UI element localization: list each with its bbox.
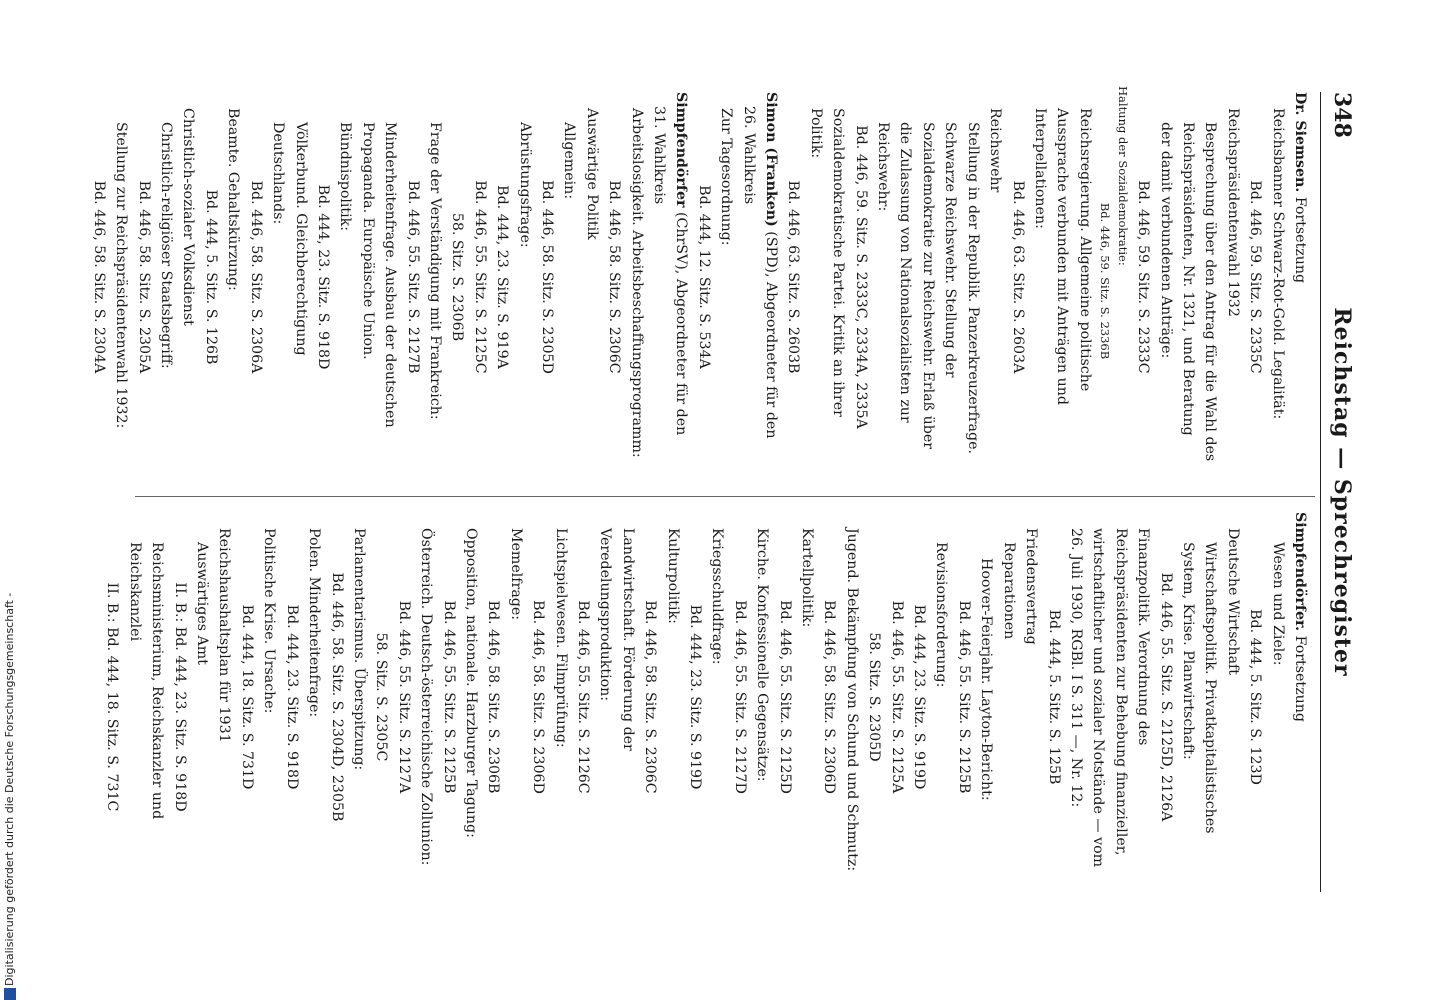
index-entry-line bbox=[491, 92, 513, 462]
index-entry-line bbox=[1244, 512, 1266, 882]
index-entry-line bbox=[849, 92, 871, 462]
entry-text: Reichswehr bbox=[987, 108, 1004, 193]
index-entry-line bbox=[1177, 512, 1222, 882]
entry-text: Auswärtige Politik bbox=[583, 108, 600, 240]
entry-text: Allgemein: bbox=[561, 122, 578, 200]
index-entry-line bbox=[267, 92, 312, 462]
index-entry-line bbox=[594, 512, 639, 882]
entry-text: Reparationen bbox=[1000, 542, 1017, 640]
speaker-name: Simpfendörfer. bbox=[1292, 512, 1308, 632]
index-entry-heading bbox=[1289, 512, 1311, 882]
entry-text: Reichshaushaltsplan für 1931 bbox=[216, 528, 233, 743]
index-entry-line bbox=[872, 92, 984, 462]
index-entry-line bbox=[303, 512, 325, 882]
index-entry-line bbox=[132, 92, 154, 462]
index-entry-line bbox=[782, 92, 804, 462]
credit-text: Digitalisierung gefördert durch die Deutsche Forschungsgemeinschaft - bbox=[3, 592, 16, 986]
index-entry-line bbox=[885, 512, 907, 882]
index-entry-line bbox=[222, 92, 244, 462]
entry-text: Besprechung über den Antrag für die Wahl des Reichspräsidenten, Nr. 1321, und Beratung der damit verbundenen Anträge: bbox=[1157, 122, 1219, 462]
entry-text: Haltung der Sozialdemokratie: bbox=[1115, 86, 1130, 266]
index-entry-line bbox=[123, 512, 168, 882]
entry-text: Deutsche Wirtschaft bbox=[1224, 528, 1241, 676]
index-entry-line bbox=[348, 512, 370, 882]
index-entry-line bbox=[715, 92, 737, 462]
index-entry-line bbox=[603, 92, 625, 462]
entry-text: Bd. 446, 58. Sitz. S. 2306D bbox=[530, 600, 547, 794]
entry-text: Völkerbund. Gleichberechtigung Deutschlands: bbox=[270, 122, 309, 356]
entry-text: Politische Krise. Ursache: bbox=[261, 528, 278, 714]
index-entry-line bbox=[101, 512, 123, 882]
entry-text: Bd. 446, 58. Sitz. S. 2306B bbox=[485, 600, 502, 794]
index-entry-line bbox=[482, 512, 504, 882]
entry-text: Bd. 446, 55. Sitz. S. 2125D, 2126A bbox=[1157, 572, 1174, 822]
index-entry-line bbox=[213, 512, 235, 882]
index-entry-line bbox=[818, 512, 840, 882]
entry-text: Fortsetzung bbox=[1292, 635, 1308, 722]
index-entry-line bbox=[1154, 512, 1176, 882]
entry-text: Fortsetzung bbox=[1292, 196, 1308, 284]
index-entry-line bbox=[796, 512, 818, 882]
speaker-name: Simpfendörfer bbox=[673, 92, 690, 208]
index-entry-line bbox=[908, 512, 930, 882]
entry-text: Bd. 446, 55. Sitz. S. 2127D bbox=[731, 600, 748, 794]
entry-text: Bd. 446, 58. Sitz. S. 2304A bbox=[90, 180, 107, 374]
index-entry-line bbox=[424, 92, 446, 462]
index-entry-line bbox=[155, 92, 177, 462]
index-entry-line bbox=[244, 92, 266, 462]
index-entry-line bbox=[1244, 92, 1266, 462]
entry-text: Landwirtschaft. Förderung der Veredelungsproduktion: bbox=[597, 528, 636, 751]
entry-text: II. B.: Bd. 444, 18. Sitz. S. 731C bbox=[104, 582, 121, 812]
index-entry-heading bbox=[737, 92, 782, 462]
index-entry-line bbox=[1221, 512, 1243, 882]
index-entry-line bbox=[401, 92, 423, 462]
entry-text: Bd. 446, 55. Sitz. S. 2125C bbox=[471, 180, 488, 374]
index-entry-heading bbox=[1289, 92, 1311, 462]
entry-text: Christlich-religiöser Staatsbegriff: bbox=[158, 122, 175, 369]
entry-text: Finanzpolitik. Verordnung des Reichspräsidenten zur Behebung finanzieller, wirtschaftlicher und sozialer Notstände — vom 26. Juli 1930, RGBl. I S. 311 —, Nr. 12: bbox=[1067, 528, 1152, 868]
index-entry-line bbox=[325, 512, 347, 882]
left-column bbox=[87, 86, 1311, 462]
entry-text: Bd. 446, 58. Sitz. S. 2306A bbox=[247, 180, 264, 374]
rotated-index-page bbox=[90, 86, 1357, 892]
digitization-credit bbox=[1, 0, 19, 1000]
index-entry-line bbox=[392, 512, 414, 882]
page-header bbox=[1317, 92, 1357, 892]
index-entry-line bbox=[177, 92, 199, 462]
entry-text: Reichsbanner Schwarz-Rot-Gold. Legalität: bbox=[1269, 108, 1286, 420]
entry-text: Friedensvertrag bbox=[1023, 528, 1040, 645]
index-entry-line bbox=[773, 512, 795, 882]
index-entry-line bbox=[1154, 92, 1221, 462]
entry-text: Bd. 446, 59. Sitz. S. 2333C bbox=[1135, 180, 1152, 374]
entry-text: Bd. 444, 12. Sitz. S. 534A bbox=[695, 185, 712, 369]
running-head: Reichstag — Sprechregister bbox=[1329, 307, 1355, 677]
header-rule bbox=[1320, 92, 1321, 892]
entry-text: Bd. 446, 55. Sitz. S. 2125B bbox=[440, 600, 457, 794]
entry-text: Bd. 444, 5. Sitz. S. 125B bbox=[1045, 609, 1062, 785]
index-entry-line bbox=[1065, 512, 1155, 882]
entry-text: Bd. 446, 55. Sitz. S. 2126C bbox=[575, 600, 591, 794]
index-entry-line bbox=[236, 512, 258, 882]
entry-text: Bd. 446, 58. Sitz. S. 2306C bbox=[642, 600, 659, 794]
entry-text: Bd. 446, 55. Sitz. S. 2125D bbox=[776, 600, 793, 794]
index-entry-line bbox=[504, 512, 526, 882]
index-entry-line bbox=[110, 92, 132, 462]
entry-text: Bd. 446, 58. Sitz. S. 2304D, 2305B bbox=[328, 572, 345, 822]
index-entry-line bbox=[446, 92, 468, 462]
entry-text: Bd. 446, 63. Sitz. S. 2603B bbox=[785, 180, 802, 374]
index-entry-line bbox=[728, 512, 750, 882]
entry-text: Bd. 446, 58. Sitz. S. 2306D bbox=[821, 600, 838, 794]
entry-text: Revisionsforderung: bbox=[933, 542, 950, 688]
entry-text: Kirche. Konfessionelle Gegensätze: bbox=[754, 528, 771, 782]
entry-text: Reichsregierung. Allgemeine politische Aussprache verbunden mit Anträgen und Interpellationen: bbox=[1031, 108, 1093, 405]
entry-text: Zur Tagesordnung: bbox=[718, 108, 735, 246]
index-entry-line bbox=[513, 92, 535, 462]
index-entry-line bbox=[706, 512, 728, 882]
entry-text: Bd. 446, 58. Sitz. S. 2305A bbox=[135, 180, 152, 374]
entry-text: Bd. 446, 55. Sitz. S. 2125A bbox=[888, 600, 905, 794]
index-entry-line bbox=[191, 512, 213, 882]
index-entry-line bbox=[168, 512, 190, 882]
index-entry-line bbox=[527, 512, 549, 882]
dfg-logo-icon bbox=[4, 988, 16, 1000]
index-entry-line bbox=[975, 512, 997, 882]
entry-text: Polen. Minderheitenfrage: bbox=[306, 528, 323, 718]
column-divider bbox=[135, 496, 1315, 497]
entry-text: Bd. 446, 63. Sitz. S. 2603A bbox=[1009, 180, 1026, 374]
entry-text: Bd. 444, 23. Sitz. S. 919A bbox=[494, 185, 511, 369]
right-column bbox=[101, 512, 1311, 882]
entry-text: Minderheitenfrage. Ausbau der deutschen Propaganda. Europäische Union. Bündnispolitik: bbox=[337, 122, 399, 428]
entry-text: Arbeitslosigkeit. Arbeitsbeschaffungsprogramm: bbox=[628, 108, 645, 458]
entry-text: 58. Sitz. S. 2305D bbox=[866, 632, 883, 762]
entry-text: Kriegsschuldfrage: bbox=[709, 528, 726, 665]
entry-text: Stellung in der Republik. Panzerkreuzerfrage. Schwarze Reichswehr. Stellung der Sozialdemokratie zur Reichswehr. Erlaß über die Zulassung von Nationalsozialisten zur Reichswehr: bbox=[875, 122, 981, 454]
entry-text: Christlich-sozialer Volksdienst bbox=[180, 108, 197, 326]
index-entry-line bbox=[258, 512, 280, 882]
index-entry-line bbox=[953, 512, 975, 882]
index-entry-line bbox=[580, 92, 602, 462]
entry-text: Beamte. Gehaltskürzung: bbox=[225, 108, 242, 291]
index-entry-line bbox=[312, 92, 334, 462]
entry-text: Bd. 446, 58. Sitz. S. 2306C bbox=[606, 180, 623, 374]
entry-text: (ChrSV), Abgeordneter für den 31. Wahlkreis bbox=[651, 106, 690, 436]
entry-text: Parlamentarismus. Überspitzung: bbox=[350, 528, 367, 771]
entry-text: Abrüstungsfrage: bbox=[516, 122, 533, 248]
entry-text: Bd. 446, 55. Sitz. S. 2125B bbox=[955, 600, 972, 794]
index-entry-line bbox=[549, 512, 571, 882]
speaker-name: Simon (Franken) bbox=[763, 92, 780, 227]
index-entry-line bbox=[370, 512, 392, 882]
index-entry-line bbox=[804, 92, 849, 462]
entry-text: Bd. 444, 18. Sitz. S. 731D bbox=[238, 604, 255, 790]
index-entry-line bbox=[1020, 512, 1042, 882]
entry-text: Bd. 446, 58. Sitz. S. 2305D bbox=[539, 180, 555, 374]
entry-text: Stellung zur Reichspräsidentenwahl 1932: bbox=[113, 122, 130, 429]
index-entry-line bbox=[1096, 92, 1114, 462]
index-entry-line bbox=[639, 512, 661, 882]
page-number: 348 bbox=[1329, 92, 1355, 138]
index-entry-line bbox=[200, 92, 222, 462]
index-entry-line bbox=[334, 92, 401, 462]
entry-text: Auswärtiges Amt bbox=[194, 542, 211, 665]
index-entry-line bbox=[1042, 512, 1064, 882]
entry-text: Sozialdemokratische Partei. Kritik an ihrer Politik: bbox=[807, 108, 847, 417]
index-entry-line bbox=[840, 512, 862, 882]
entry-text: Frage der Verständigung mit Frankreich: bbox=[426, 122, 443, 420]
entry-text: Bd. 446, 59. Sitz. S. 2336B bbox=[1097, 202, 1112, 360]
index-entry-line bbox=[460, 512, 482, 882]
index-entry-line bbox=[1266, 92, 1288, 462]
index-entry-line bbox=[415, 512, 437, 882]
index-entry-line bbox=[1006, 92, 1028, 462]
entry-text: (SPD), Abgeordneter für den 26. Wahlkreis bbox=[740, 106, 780, 439]
entry-text: Bd. 444, 23. Sitz. S. 918D bbox=[283, 604, 300, 790]
speaker-name: Dr. Siemsen. bbox=[1292, 92, 1308, 193]
index-entry-line bbox=[1266, 512, 1288, 882]
entry-text: Jugend. Bekämpfung von Schund und Schmutz: bbox=[843, 528, 860, 872]
entry-text: Bd. 446, 59. Sitz. S. 2333C, 2334A, 2335A bbox=[852, 125, 869, 429]
entry-text: Lichtspielwesen. Filmprüfung: bbox=[552, 528, 569, 748]
entry-text: Bd. 444, 23. Sitz. S. 919D bbox=[911, 604, 928, 790]
index-entry-line bbox=[468, 92, 490, 462]
index-entry-line bbox=[930, 512, 952, 882]
index-entry-line bbox=[692, 92, 714, 462]
entry-text: Reichspräsidentenwahl 1932 bbox=[1224, 108, 1241, 317]
entry-text: II. B.: Bd. 444, 23. Sitz. S. 918D bbox=[171, 582, 188, 812]
index-entry-line bbox=[1221, 92, 1243, 462]
entry-text: Bd. 444, 23. Sitz. S. 919D bbox=[687, 604, 704, 790]
entry-text: Hoover-Feierjahr. Layton-Bericht: bbox=[978, 558, 995, 801]
index-entry-line bbox=[280, 512, 302, 882]
entry-text: Bd. 446, 55. Sitz. S. 2127B bbox=[404, 180, 421, 374]
index-entry-line bbox=[536, 92, 558, 462]
entry-text: Bd. 446, 55. Sitz. S. 2127A bbox=[395, 600, 412, 794]
index-entry-line bbox=[625, 92, 647, 462]
index-entry-line bbox=[751, 512, 773, 882]
index-entry-line bbox=[661, 512, 683, 882]
index-entry-heading bbox=[648, 92, 693, 462]
index-entry-line bbox=[984, 92, 1006, 462]
entry-text: Kulturpolitik: bbox=[664, 528, 681, 624]
index-entry-line bbox=[1114, 86, 1132, 462]
index-entry-line bbox=[437, 512, 459, 882]
entry-text: 58. Sitz. S. 2306B bbox=[449, 212, 466, 342]
entry-text: Kartellpolitik: bbox=[799, 528, 816, 628]
entry-text: Bd. 444, 23. Sitz. S. 918D bbox=[314, 184, 331, 370]
entry-text: Wirtschaftspolitik. Privatkapitalistisches System, Krise. Planwirtschaft: bbox=[1179, 542, 1219, 834]
index-entry-line bbox=[997, 512, 1019, 882]
entry-text: Reichsministerium, Reichskanzler und Reichskanzlei bbox=[126, 542, 166, 820]
entry-text: Österreich. Deutsch-österreichische Zollunion: bbox=[418, 528, 435, 866]
entry-text: Opposition, nationale. Harzburger Tagung: bbox=[462, 528, 479, 838]
index-entry-line bbox=[863, 512, 885, 882]
entry-text: Bd. 446, 59. Sitz. S. 2335C bbox=[1247, 180, 1264, 374]
entry-text: Bd. 444, 5. Sitz. S. 123D bbox=[1247, 609, 1264, 785]
index-entry-line bbox=[684, 512, 706, 882]
index-entry-line bbox=[558, 92, 580, 462]
entry-text: 58. Sitz. S. 2305C bbox=[373, 632, 390, 762]
index-entry-line bbox=[1029, 92, 1096, 462]
index-entry-line bbox=[572, 512, 594, 882]
entry-text: Memelfrage: bbox=[507, 528, 524, 621]
entry-text: Wesen und Ziele: bbox=[1269, 542, 1286, 666]
entry-text: Bd. 444, 5. Sitz. S. 126B bbox=[202, 189, 219, 365]
index-entry-line bbox=[87, 92, 109, 462]
index-entry-line bbox=[1132, 92, 1154, 462]
